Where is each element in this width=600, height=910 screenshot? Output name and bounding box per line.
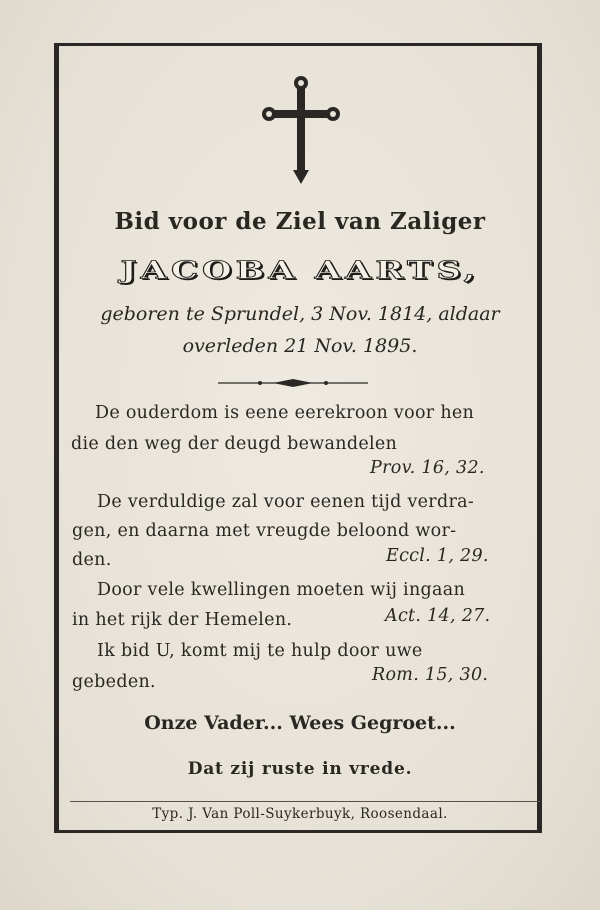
verse-3-line-1: Door vele kwellingen moeten wij ingaan: [97, 580, 466, 600]
verse-4-ref: Rom. 15, 30.: [372, 665, 489, 685]
card-heading: Bid voor de Ziel van Zaliger: [114, 208, 486, 235]
verse-4-line-2: gebeden.: [72, 672, 156, 692]
verse-4-line-1: Ik bid U, komt mij te hulp door uwe: [97, 641, 423, 661]
verse-1-line-2: die den weg der deugd bewandelen: [71, 434, 398, 454]
verse-1-line-1: De ouderdom is eene eerekroon voor hen: [95, 403, 475, 423]
footer-rule: [70, 801, 540, 802]
printer-credit: Typ. J. Van Poll-Suykerbuyk, Roosendaal.: [152, 806, 448, 822]
verse-3-line-2: in het rijk der Hemelen.: [72, 610, 293, 630]
verse-2-line-1: De verduldige zal voor eenen tijd verdra-: [97, 492, 475, 512]
verse-1-ref: Prov. 16, 32.: [370, 458, 485, 478]
verse-2-ref: Eccl. 1, 29.: [386, 546, 489, 566]
deceased-name: JACOBA AARTS,: [120, 256, 480, 285]
cross-icon: [262, 74, 340, 186]
rest-in-peace: Dat zij ruste in vrede.: [187, 759, 413, 779]
prayer-line: Onze Vader... Wees Gegroet...: [144, 712, 456, 734]
verse-2-line-2: gen, en daarna met vreugde beloond wor-: [72, 521, 457, 541]
verse-2-line-3: den.: [72, 550, 112, 570]
birth-line: geboren te Sprundel, 3 Nov. 1814, aldaar: [100, 303, 500, 325]
death-line: overleden 21 Nov. 1895.: [182, 335, 418, 357]
verse-3-ref: Act. 14, 27.: [385, 606, 491, 626]
ornamental-divider: [218, 378, 368, 388]
